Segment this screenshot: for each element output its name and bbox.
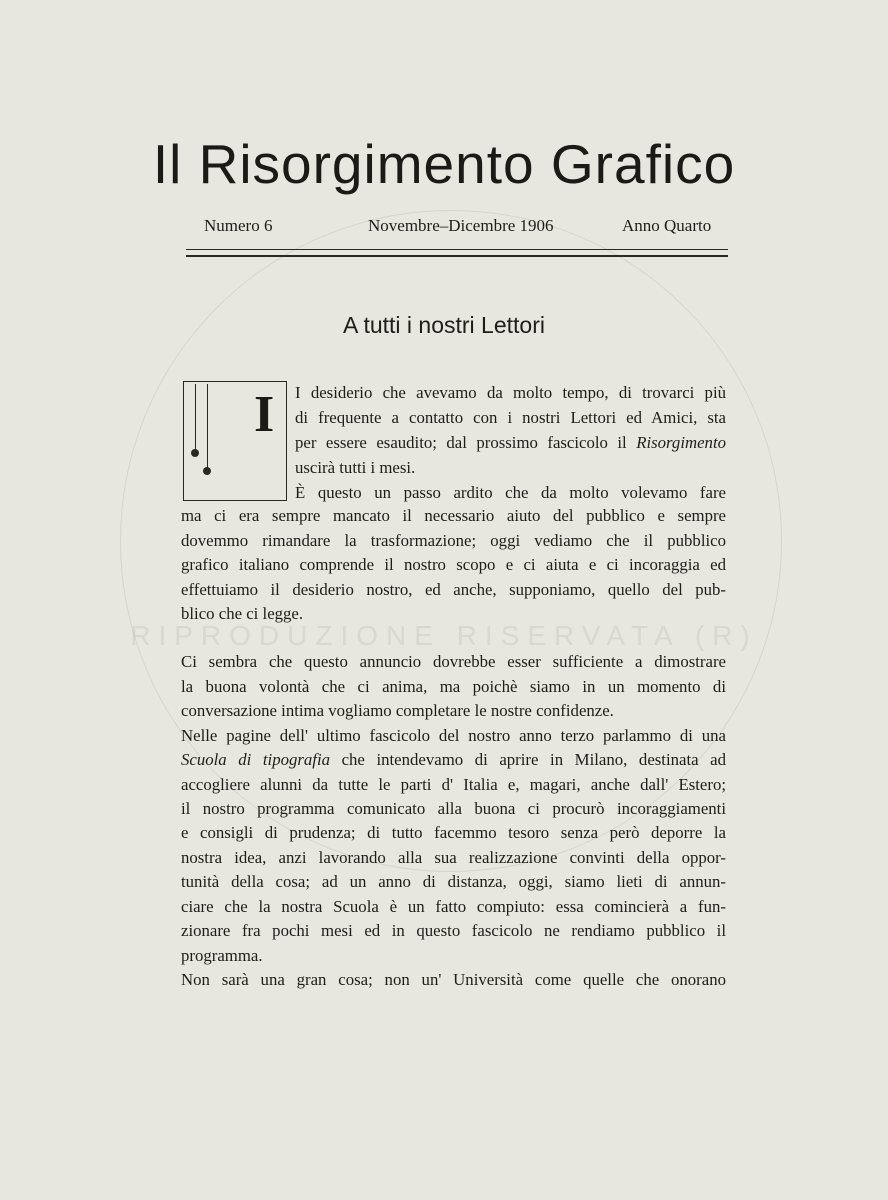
body-text-line: programma. [181,946,263,965]
body-text-line: grafico italiano comprende il nostro scopo e ci aiuta e ci incoraggia ed [181,555,726,574]
issue-number: Numero 6 [204,216,273,235]
body-text-line: Nelle pagine dell' ultimo fascicolo del nostro anno terzo parlammo di una [181,726,726,745]
body-text-line: conversazione intima vogliamo completare le nostre confidenze. [181,701,614,720]
ornament-ball [203,467,211,475]
dropcap-letter: I [254,386,275,443]
issue-year: Anno Quarto [622,216,712,235]
body-text-line: accogliere alunni da tutte le parti d' Italia e, magari, anche dall' Estero; [181,775,726,794]
body-text-line: uscirà tutti i mesi. [295,458,416,477]
body-text-line: il nostro programma comunicato alla buona ci procurò incoraggiamenti [181,799,726,818]
masthead-title: Il Risorgimento Grafico [152,133,736,195]
ornament-line [195,384,196,450]
body-text-line: effettuiamo il desiderio nostro, ed anche, supponiamo, quello del pub- [181,580,726,599]
ornament-ball [191,449,199,457]
body-text-line: zionare fra pochi mesi ed in questo fascicolo ne rendiamo pubblico il [181,921,726,940]
article-title: A tutti i nostri Lettori [343,312,545,338]
body-text-line: dovemmo rimandare la trasformazione; oggi vediamo che il pubblico [181,531,726,550]
body-text-line: blico che ci legge. [181,604,304,623]
watermark-text: RIPRODUZIONE RISERVATA (R) [130,620,758,651]
body-text-line: Ci sembra che questo annuncio dovrebbe esser sufficiente a dimostrare [181,652,726,671]
body-text-line: la buona volontà che ci anima, ma poichè siamo in un momento di [181,677,726,696]
issue-date: Novembre–Dicembre 1906 [368,216,554,235]
body-text-line: nostra idea, anzi lavorando alla sua realizzazione convinti della oppor- [181,848,726,867]
body-text-line: ma ci era sempre mancato il necessario aiuto del pubblico e sempre [181,506,726,525]
ornament-line [207,384,208,468]
body-text-line: È questo un passo ardito che da molto volevamo fare [295,483,726,502]
body-text-line: per essere esaudito; dal prossimo fascicolo il Risorgimento [295,433,726,452]
body-text-line: I desiderio che avevamo da molto tempo, di trovarci più [295,383,726,402]
masthead-rule-top [186,249,728,250]
body-text-line: e consigli di prudenza; di tutto facemmo tesoro senza però deporre la [181,823,726,842]
body-text-line: Non sarà una gran cosa; non un' Università come quelle che onorano [181,970,726,989]
italic-phrase: Scuola di tipografia [181,750,331,769]
body-text-line: di frequente a contatto con i nostri Lettori ed Amici, sta [295,408,726,427]
body-text-line: Scuola di tipografia che intendevamo di aprire in Milano, destinata ad [181,750,726,769]
masthead-rule-bottom [186,255,728,257]
body-text-line: ciare che la nostra Scuola è un fatto compiuto: essa comincierà a fun- [181,897,726,916]
body-text-line: tunità della cosa; ad un anno di distanza, oggi, siamo lieti di annun- [181,872,726,891]
italic-phrase: Risorgimento [636,433,726,452]
